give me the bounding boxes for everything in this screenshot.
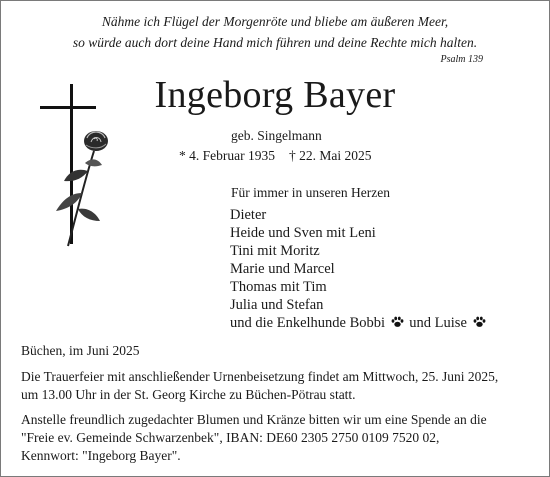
paw-print-icon bbox=[391, 316, 404, 328]
mourners-list bbox=[230, 206, 488, 332]
donation-line-1: Anstelle freundlich zugedachter Blumen und Kränze bitten wir um eine Spende an die bbox=[21, 412, 487, 427]
verse-line-1: Nähme ich Flügel der Morgenröte und bliebe am äußeren Meer, bbox=[101, 14, 449, 29]
mourner-item: Marie und Marcel bbox=[230, 261, 335, 277]
mourner-item: Tini mit Moritz bbox=[230, 243, 320, 259]
mourner-item: Heide und Sven mit Leni bbox=[230, 225, 376, 241]
funeral-line-1: Die Trauerfeier mit anschließender Urnenbeisetzung findet am Mittwoch, 25. Juni 2025, bbox=[21, 369, 499, 384]
mourner-item-pets bbox=[230, 314, 488, 332]
mourner-item: Dieter bbox=[230, 207, 267, 223]
donation-line-2: "Freie ev. Gemeinde Schwarzenbek", IBAN: DE60 2305 2750 0109 7520 02, bbox=[21, 430, 440, 445]
paw-print-icon bbox=[473, 316, 486, 328]
pets-text-prefix: und die Enkelhunde Bobbi bbox=[230, 315, 386, 331]
verse-reference: Psalm 139 bbox=[440, 54, 483, 65]
place-date: Büchen, im Juni 2025 bbox=[21, 343, 140, 358]
mourners-intro: Für immer in unseren Herzen bbox=[231, 185, 390, 200]
deceased-name: Ingeborg Bayer bbox=[154, 74, 396, 116]
life-dates bbox=[179, 148, 371, 164]
mourner-item: Thomas mit Tim bbox=[230, 279, 327, 295]
death-date: † 22. Mai 2025 bbox=[288, 148, 372, 163]
verse-line-2: so würde auch dort deine Hand mich führen und deine Rechte mich halten. bbox=[72, 35, 478, 50]
birth-name: geb. Singelmann bbox=[231, 128, 322, 143]
birth-date: * 4. Februar 1935 bbox=[179, 148, 275, 163]
funeral-line-2: um 13.00 Uhr in der St. Georg Kirche zu Büchen-Pötrau statt. bbox=[21, 387, 356, 402]
donation-line-3: Kennwort: "Ingeborg Bayer". bbox=[21, 448, 181, 463]
pets-text-middle: und Luise bbox=[409, 315, 467, 331]
mourner-item: Julia und Stefan bbox=[230, 297, 324, 313]
